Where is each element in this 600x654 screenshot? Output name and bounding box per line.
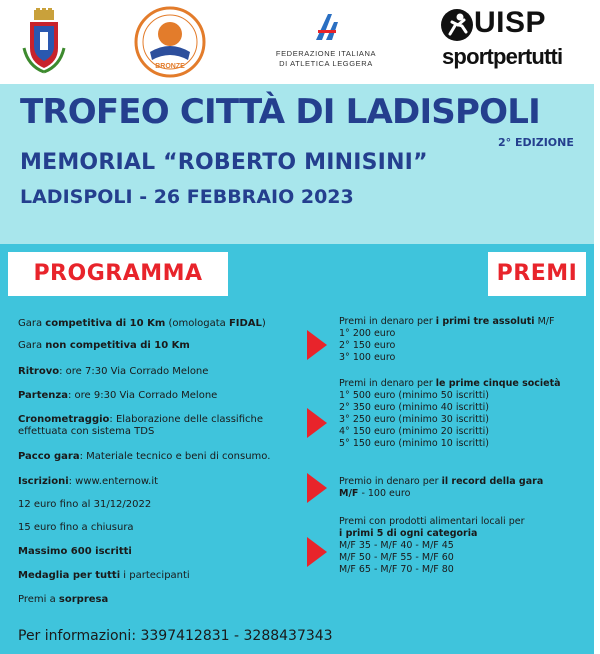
bronze-label-badge [134,6,206,78]
programma-iscrizioni [18,476,158,488]
contact-info: Per informazioni: 3397412831 - 3288437343 [18,628,333,644]
arrow-right-icon [307,330,327,360]
text: : Elaborazione delle classifiche [109,414,263,425]
premi-record [339,476,543,500]
text: : ore 7:30 Via Corrado Melone [59,366,209,377]
text-bold: Medaglia per tutti [18,570,121,581]
text-bold: FIDAL [228,318,262,329]
text-bold: Iscrizioni [18,476,69,487]
uisp-word: UISP [474,6,547,39]
text: Premi in denaro per [339,316,436,327]
category-line: M/F 50 - M/F 55 - M/F 60 [339,552,454,563]
event-date: LADISPOLI - 26 FEBBRAIO 2023 [20,186,354,208]
programma-partenza [18,390,217,402]
text: (omologata [165,318,229,329]
programma-cronometraggio [18,414,263,438]
premi-societa-intro [339,378,561,390]
uisp-tagline: sportpertutti [442,44,563,69]
programma-massimo [18,546,132,558]
programma-medaglia [18,570,190,582]
programma-pacco-gara [18,451,270,463]
ladispoli-crest-icon [22,8,66,76]
text-bold: Ritrovo [18,366,60,377]
text-bold: non competitiva di 10 Km [45,340,190,351]
text: effettuata con sistema TDS [18,426,155,437]
prize-line: 5° 150 euro (minimo 10 iscritti) [339,438,489,449]
prize-line: 4° 150 euro (minimo 20 iscritti) [339,426,489,437]
text: i partecipanti [120,570,190,581]
prize-line: 2° 350 euro (minimo 40 iscritti) [339,402,489,413]
text-bold: Massimo 600 iscritti [18,546,132,557]
text-bold: competitiva di 10 Km [45,318,166,329]
fidal-logo [268,12,384,74]
text: Gara [18,318,46,329]
text-bold: M/F [339,488,359,499]
bronze-label-text: BRONZE [155,63,185,70]
programma-ritrovo [18,366,208,378]
text: Premio in denaro per [339,476,442,487]
arrow-right-icon [307,408,327,438]
programma-gara-non-competitiva [18,340,190,352]
text: : Materiale tecnico e beni di consumo. [79,451,271,462]
premi-categoria-intro-bold [339,528,525,540]
programma-fee-late: 15 euro fino a chiusura [18,522,134,533]
premi-assoluti-intro [339,316,554,328]
edition-label: 2° EDIZIONE [498,136,574,149]
premi-assoluti [339,316,554,364]
prize-line: 3° 100 euro [339,352,396,363]
text-bold: il record della gara [441,476,544,487]
text: ) [261,318,266,329]
text-bold: sorpresa [58,594,109,605]
text-bold: i primi 5 di ogni categoria [339,528,478,539]
category-line: M/F 35 - M/F 40 - M/F 45 [339,540,454,551]
programma-fee-early: 12 euro fino al 31/12/2022 [18,499,152,510]
prize-line: 1° 500 euro (minimo 50 iscritti) [339,390,489,401]
category-line: M/F 65 - M/F 70 - M/F 80 [339,564,454,575]
programma-premi-sorpresa [18,594,108,606]
text: - 100 euro [358,488,411,499]
text: Premi in denaro per [339,378,436,389]
arrow-right-icon [307,537,327,567]
premi-header: PREMI [488,252,586,296]
text: Gara [18,340,46,351]
fidal-line-1: FEDERAZIONE ITALIANA [275,49,377,58]
prize-line: 1° 200 euro [339,328,396,339]
premi-societa [339,378,561,450]
arrow-right-icon [307,473,327,503]
uisp-runner-icon [440,8,474,42]
premi-record-intro [339,476,543,488]
prize-line: 3° 250 euro (minimo 30 iscritti) [339,414,489,425]
programma-header: PROGRAMMA [8,252,228,296]
text-bold: Pacco gara [18,451,80,462]
fidal-line-2: DI ATLETICA LEGGERA [279,59,373,68]
premi-record-amount [339,488,543,500]
text-bold: Partenza [18,390,68,401]
text-bold: i primi tre assoluti [435,316,535,327]
prize-line: 2° 150 euro [339,340,396,351]
event-title: TROFEO CITTÀ DI LADISPOLI [20,92,540,132]
text-bold: le prime cinque società [435,378,561,389]
fidal-mark-icon [312,12,342,42]
memorial-title: MEMORIAL “ROBERTO MINISINI” [20,150,428,175]
text: : www.enternow.it [68,476,159,487]
text: : ore 9:30 Via Corrado Melone [68,390,218,401]
uisp-logo [436,6,588,78]
text: Premi a [18,594,59,605]
premi-categoria [339,516,525,576]
text: M/F [534,316,555,327]
logo-strip [0,0,600,84]
premi-categoria-intro: Premi con prodotti alimentari locali per [339,516,525,527]
text-bold: Cronometraggio [18,414,110,425]
programma-gara-competitiva [18,318,266,330]
